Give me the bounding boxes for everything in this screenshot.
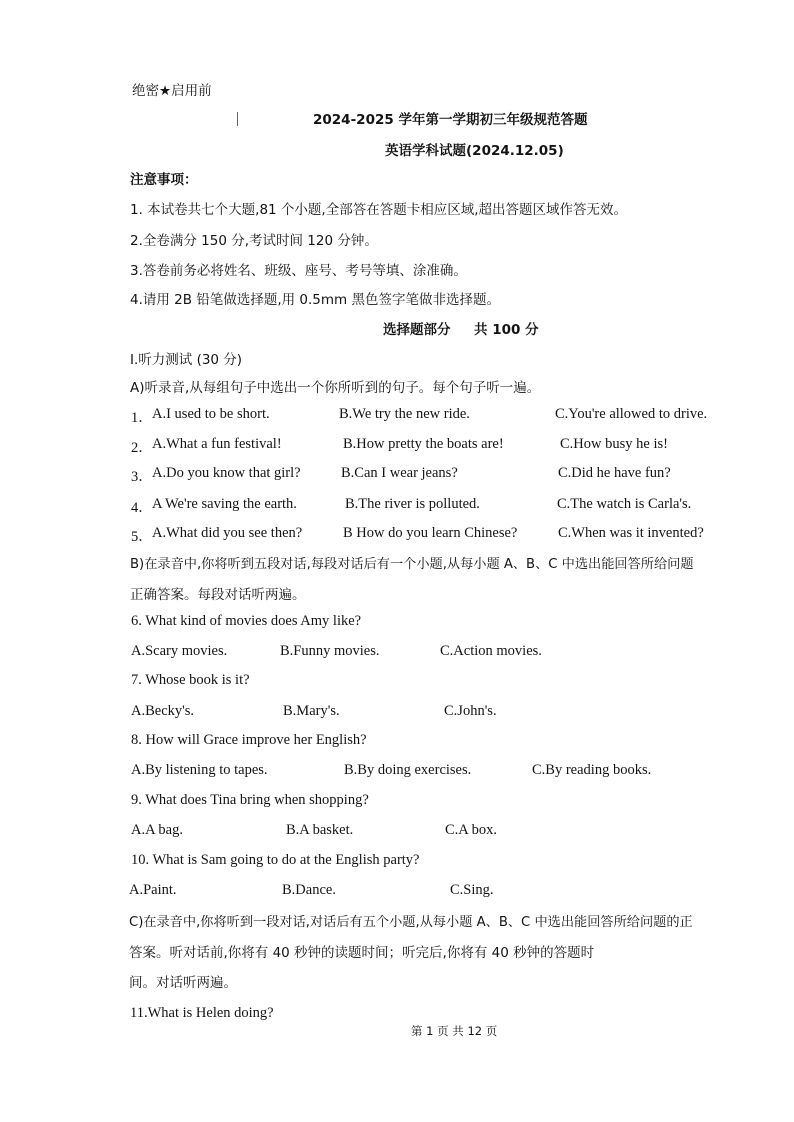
option-c: C.A box. [445,822,497,838]
note-item-4: 4.请用 2B 铅笔做选择题,用 0.5mm 黑色签字笔做非选择题。 [130,292,500,308]
option-a: A.Becky's. [131,703,195,719]
question-number: 3． [131,469,153,485]
notes-heading: 注意事项： [130,172,198,188]
option-b: B.A basket. [286,822,354,838]
option-c: C.Did he have fun? [558,465,671,481]
part1-c-instruction-line2: 答案。听对话前,你将有 40 秒钟的读题时间；听完后,你将有 40 秒钟的答题时 [129,945,595,961]
confidential-label: 绝密★启用前 [132,83,212,99]
question-number: 2． [131,440,153,456]
option-c: C.How busy he is! [560,436,668,452]
option-a: A.Paint. [129,882,177,898]
option-b: B.Dance. [282,882,336,898]
binding-mark [237,112,238,126]
option-b: B.We try the new ride. [339,406,470,422]
option-c: C.You're allowed to drive. [555,406,708,422]
note-item-2: 2.全卷满分 150 分,考试时间 120 分钟。 [130,233,378,249]
option-a: A.Scary movies. [131,643,228,659]
question-text: 9. What does Tina bring when shopping? [131,792,369,808]
option-b: B.Funny movies. [280,643,380,659]
option-a: A We're saving the earth. [152,496,297,512]
option-a: A.Do you know that girl? [152,465,301,481]
exam-subtitle: 英语学科试题(2024.12.05) [385,143,564,159]
part1-c-instruction-line1: C)在录音中,你将听到一段对话,对话后有五个小题,从每小题 A、B、C 中选出能回答所给问题的正 [129,915,693,930]
option-b: B.How pretty the boats are! [343,436,504,452]
note-item-3: 3.答卷前务必将姓名、班级、座号、考号等填、涂准确。 [130,263,467,279]
part1-b-instruction-line1: B)在录音中,你将听到五段对话,每段对话后有一个小题,从每小题 A、B、C 中选出能回答所给问题 [130,557,694,572]
part1-heading: I.听力测试 (30 分) [130,352,243,368]
part1-b-instruction-line2: 正确答案。每段对话听两遍。 [130,587,306,603]
question-text: 10. What is Sam going to do at the English party? [131,852,420,868]
option-b: B.Mary's. [283,703,340,719]
question-number: 5． [131,529,153,545]
option-b: B.Can I wear jeans? [341,465,458,481]
question-text: 7. Whose book is it? [131,672,250,688]
option-c: C.By reading books. [532,762,652,778]
option-c: C.Action movies. [440,643,542,659]
part1-c-question-11: 11.What is Helen doing? [130,1005,274,1021]
option-a: A.I used to be short. [152,406,270,422]
option-a: A.A bag. [131,822,183,838]
question-number: 1． [131,410,153,426]
note-item-1: 1. 本试卷共七个大题,81 个小题,全部答在答题卡相应区域,超出答题区域作答无效。 [130,202,628,218]
question-text: 8. How will Grace improve her English? [131,732,367,748]
question-text: 6. What kind of movies does Amy like? [131,613,362,629]
exam-title: 2024-2025 学年第一学期初三年级规范答题 [313,112,588,128]
option-c: C.Sing. [450,882,494,898]
option-b: B How do you learn Chinese? [343,525,518,541]
option-b: B.By doing exercises. [344,762,472,778]
option-c: C.When was it invented? [558,525,704,541]
option-b: B.The river is polluted. [345,496,480,512]
option-c: C.The watch is Carla's. [557,496,692,512]
part1-c-instruction-line3: 间。对话听两遍。 [129,975,237,991]
option-a: A.What did you see then? [152,525,303,541]
section-title: 选择题部分 共 100 分 [383,322,539,338]
question-number: 4． [131,500,153,516]
option-c: C.John's. [444,703,497,719]
option-a: A.By listening to tapes. [131,762,268,778]
page-footer: 第 1 页 共 12 页 [411,1024,498,1038]
part1-a-instruction: A)听录音,从每组句子中选出一个你所听到的句子。每个句子听一遍。 [130,380,541,396]
option-a: A.What a fun festival! [152,436,282,452]
